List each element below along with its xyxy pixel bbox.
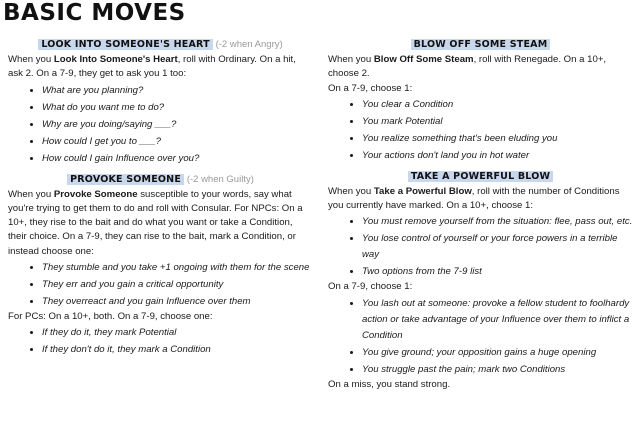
- list-item: • Your actions don't land you in hot water: [362, 147, 633, 164]
- move-modifier-note: (-2 when Angry): [215, 39, 283, 50]
- result-line: On a 7-9, choose 1:: [328, 281, 413, 293]
- move-title: LOOK INTO SOMEONE'S HEART: [38, 39, 212, 50]
- list-item: • How could I get you to ___?: [42, 133, 313, 150]
- list-item: • How could I gain Influence over you?: [42, 150, 313, 167]
- move-title: PROVOKE SOMEONE: [67, 174, 184, 185]
- move-title: TAKE A POWERFUL BLOW: [408, 171, 553, 182]
- move-description: When you Take a Powerful Blow, roll with the number of Conditions you currently have marked. On a 10+, choose 1:: [328, 185, 620, 212]
- list-item: • What do you want me to do?: [42, 99, 313, 116]
- list-item: • What are you planning?: [42, 82, 313, 99]
- list-item: • You lash out at someone: provoke a fellow student to foolhardy action or take advantage of your Influence over them to inflict a Condition: [362, 295, 633, 344]
- move-look-into-heart: [8, 38, 313, 167]
- move-description: When you Blow Off Some Steam, roll with Renegade. On a 10+, choose 2.: [328, 54, 607, 80]
- option-list: [8, 259, 313, 310]
- move-description: When you Look Into Someone's Heart, roll with Ordinary. On a hit, ask 2. On a 7-9, they get to ask you 1 too:: [8, 54, 296, 80]
- move-heading: [328, 170, 633, 184]
- move-heading: [328, 38, 633, 52]
- move-heading: [8, 173, 313, 187]
- list-item: • You must remove yourself from the situation: flee, pass out, etc.: [362, 213, 633, 230]
- list-item: • You clear a Condition: [362, 96, 633, 113]
- miss-line: On a miss, you stand strong.: [328, 378, 451, 390]
- pc-option-list: [8, 324, 313, 358]
- list-item: • You lose control of yourself or your force powers in a terrible way: [362, 230, 633, 263]
- list-item: • You struggle past the pain; mark two Conditions: [362, 361, 633, 378]
- move-modifier-note: (-2 when Guilty): [186, 173, 254, 185]
- list-item: • They stumble and you take +1 ongoing with them for the scene: [42, 259, 313, 276]
- move-title: BLOW OFF SOME STEAM: [411, 39, 551, 50]
- option-list: [328, 96, 633, 164]
- list-item: • You mark Potential: [362, 113, 633, 130]
- list-item: • You give ground; your opposition gains a huge opening: [362, 344, 633, 361]
- list-item: • If they don't do it, they mark a Condition: [42, 341, 313, 358]
- question-list: [8, 82, 313, 167]
- pc-rule-line: For PCs: On a 10+, both. On a 7-9, choose one:: [8, 311, 213, 323]
- option-list-2: [328, 295, 633, 378]
- list-item: • You realize something that's been eluding you: [362, 130, 633, 147]
- right-column: [328, 38, 633, 397]
- move-blow-off-steam: [328, 38, 633, 164]
- list-item: • Why are you doing/saying ___?: [42, 116, 313, 133]
- list-item: • They err and you gain a critical opportunity: [42, 276, 313, 293]
- move-heading: [8, 38, 313, 52]
- move-description: When you Provoke Someone susceptible to your words, say what you're trying to get them to do and roll with Consular. For NPCs: On a 10+, they rise to the bait and do what you want or take a Condition, their choice. On a 7-9, they can rise to the bait, mark a Condition, or instead choose one:: [8, 188, 303, 257]
- left-column: [8, 38, 313, 363]
- list-item: • Two options from the 7-9 list: [362, 263, 633, 280]
- move-provoke-someone: [8, 173, 313, 359]
- result-line: On a 7-9, choose 1:: [328, 82, 413, 94]
- page-title: BASIC MOVES: [3, 0, 186, 26]
- move-take-powerful-blow: [328, 170, 633, 392]
- list-item: • They overreact and you gain Influence over them: [42, 293, 313, 310]
- list-item: • If they do it, they mark Potential: [42, 324, 313, 341]
- option-list: [328, 213, 633, 280]
